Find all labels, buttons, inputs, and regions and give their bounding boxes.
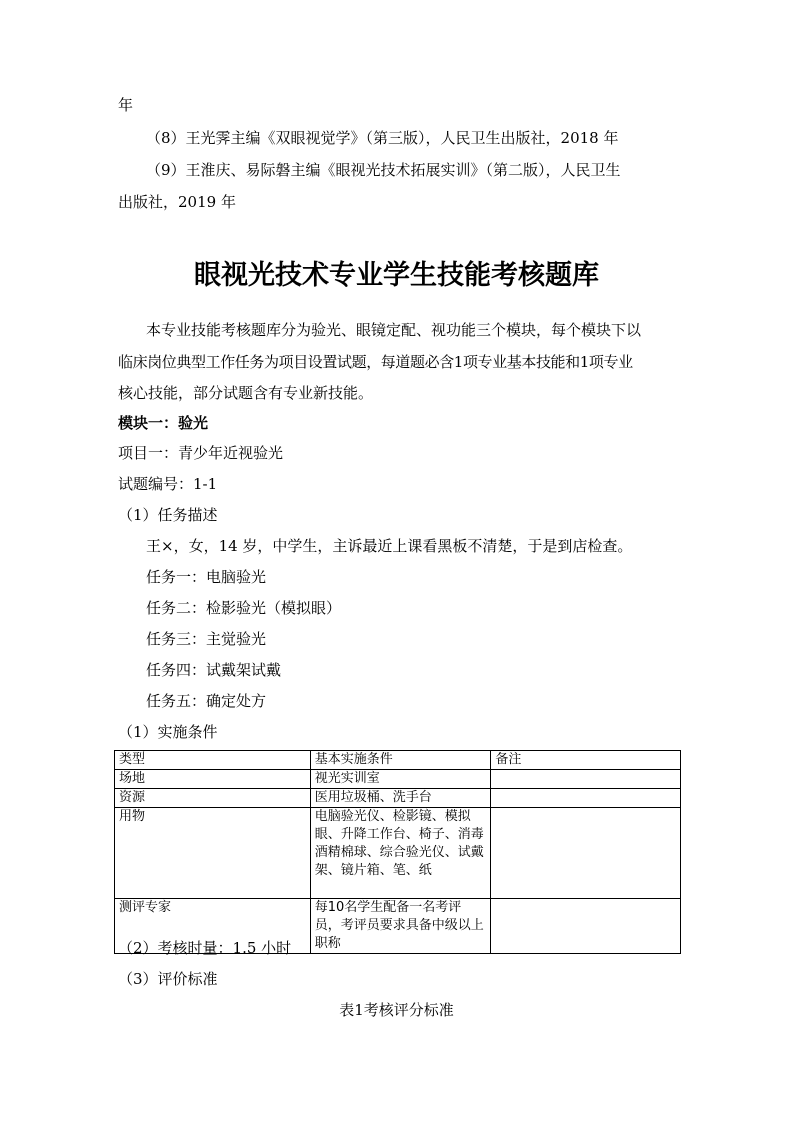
task-item: 任务四：试戴架试戴 [146, 661, 282, 679]
table-cell-type: 场地 [115, 770, 311, 789]
question-number: 试题编号：1-1 [118, 475, 218, 493]
task-heading: （1）任务描述 [118, 506, 218, 524]
evaluation-heading: （3）评价标准 [118, 970, 218, 988]
project-heading: 项目一：青少年近视验光 [118, 444, 284, 462]
conditions-heading: （1）实施条件 [118, 723, 218, 741]
table-row [115, 808, 681, 899]
table-cell-type: 用物 [115, 808, 311, 899]
task-item: 任务二：检影验光（模拟眼） [146, 599, 342, 617]
reference-8: （8）王光霁主编《双眼视觉学》（第三版），人民卫生出版社，2018 年 [146, 129, 619, 147]
table-row [115, 770, 681, 789]
reference-9-line1: （9）王淮庆、易际磐主编《眼视光技术拓展实训》（第二版），人民卫生 [146, 161, 621, 179]
table-cell-type: 测评专家 [115, 899, 311, 954]
reference-tail: 年 [118, 96, 134, 114]
table-header-cell: 类型 [115, 751, 311, 770]
table-cell-condition: 视光实训室 [310, 770, 491, 789]
intro-line-1: 本专业技能考核题库分为验光、眼镜定配、视功能三个模块，每个模块下以 [146, 321, 642, 339]
table-header-cell: 备注 [491, 751, 681, 770]
table-cell-note [491, 770, 681, 789]
table-cell-condition: 每10名学生配备一名考评员，考评员要求具备中级以上职称 [310, 899, 491, 954]
table-cell-note [491, 899, 681, 954]
table-cell-note [491, 789, 681, 808]
table-row [115, 789, 681, 808]
case-description: 王×，女，14 岁，中学生，主诉最近上课看黑板不清楚，于是到店检查。 [146, 537, 633, 555]
table-caption: 表1考核评分标准 [339, 1001, 454, 1019]
module-heading: 模块一：验光 [118, 414, 209, 432]
table-header-cell: 基本实施条件 [310, 751, 491, 770]
table-cell-note [491, 808, 681, 899]
reference-9-line2: 出版社，2019 年 [118, 193, 236, 211]
intro-line-3: 核心技能，部分试题含有专业新技能。 [118, 384, 374, 402]
page-title: 眼视光技术专业学生技能考核题库 [194, 260, 599, 291]
task-item: 任务一：电脑验光 [146, 568, 267, 586]
exam-duration: （2）考核时量：1.5 小时 [118, 939, 292, 957]
conditions-table [114, 750, 681, 954]
table-cell-condition: 医用垃圾桶、洗手台 [310, 789, 491, 808]
task-item: 任务五：确定处方 [146, 692, 267, 710]
table-header-row [115, 751, 681, 770]
intro-line-2: 临床岗位典型工作任务为项目设置试题，每道题必含1项专业基本技能和1项专业 [118, 353, 633, 371]
task-item: 任务三：主觉验光 [146, 630, 267, 648]
table-cell-type: 资源 [115, 789, 311, 808]
table-cell-condition: 电脑验光仪、检影镜、模拟眼、升降工作台、椅子、消毒酒精棉球、综合验光仪、试戴架、镜片箱、笔、纸 [310, 808, 491, 899]
